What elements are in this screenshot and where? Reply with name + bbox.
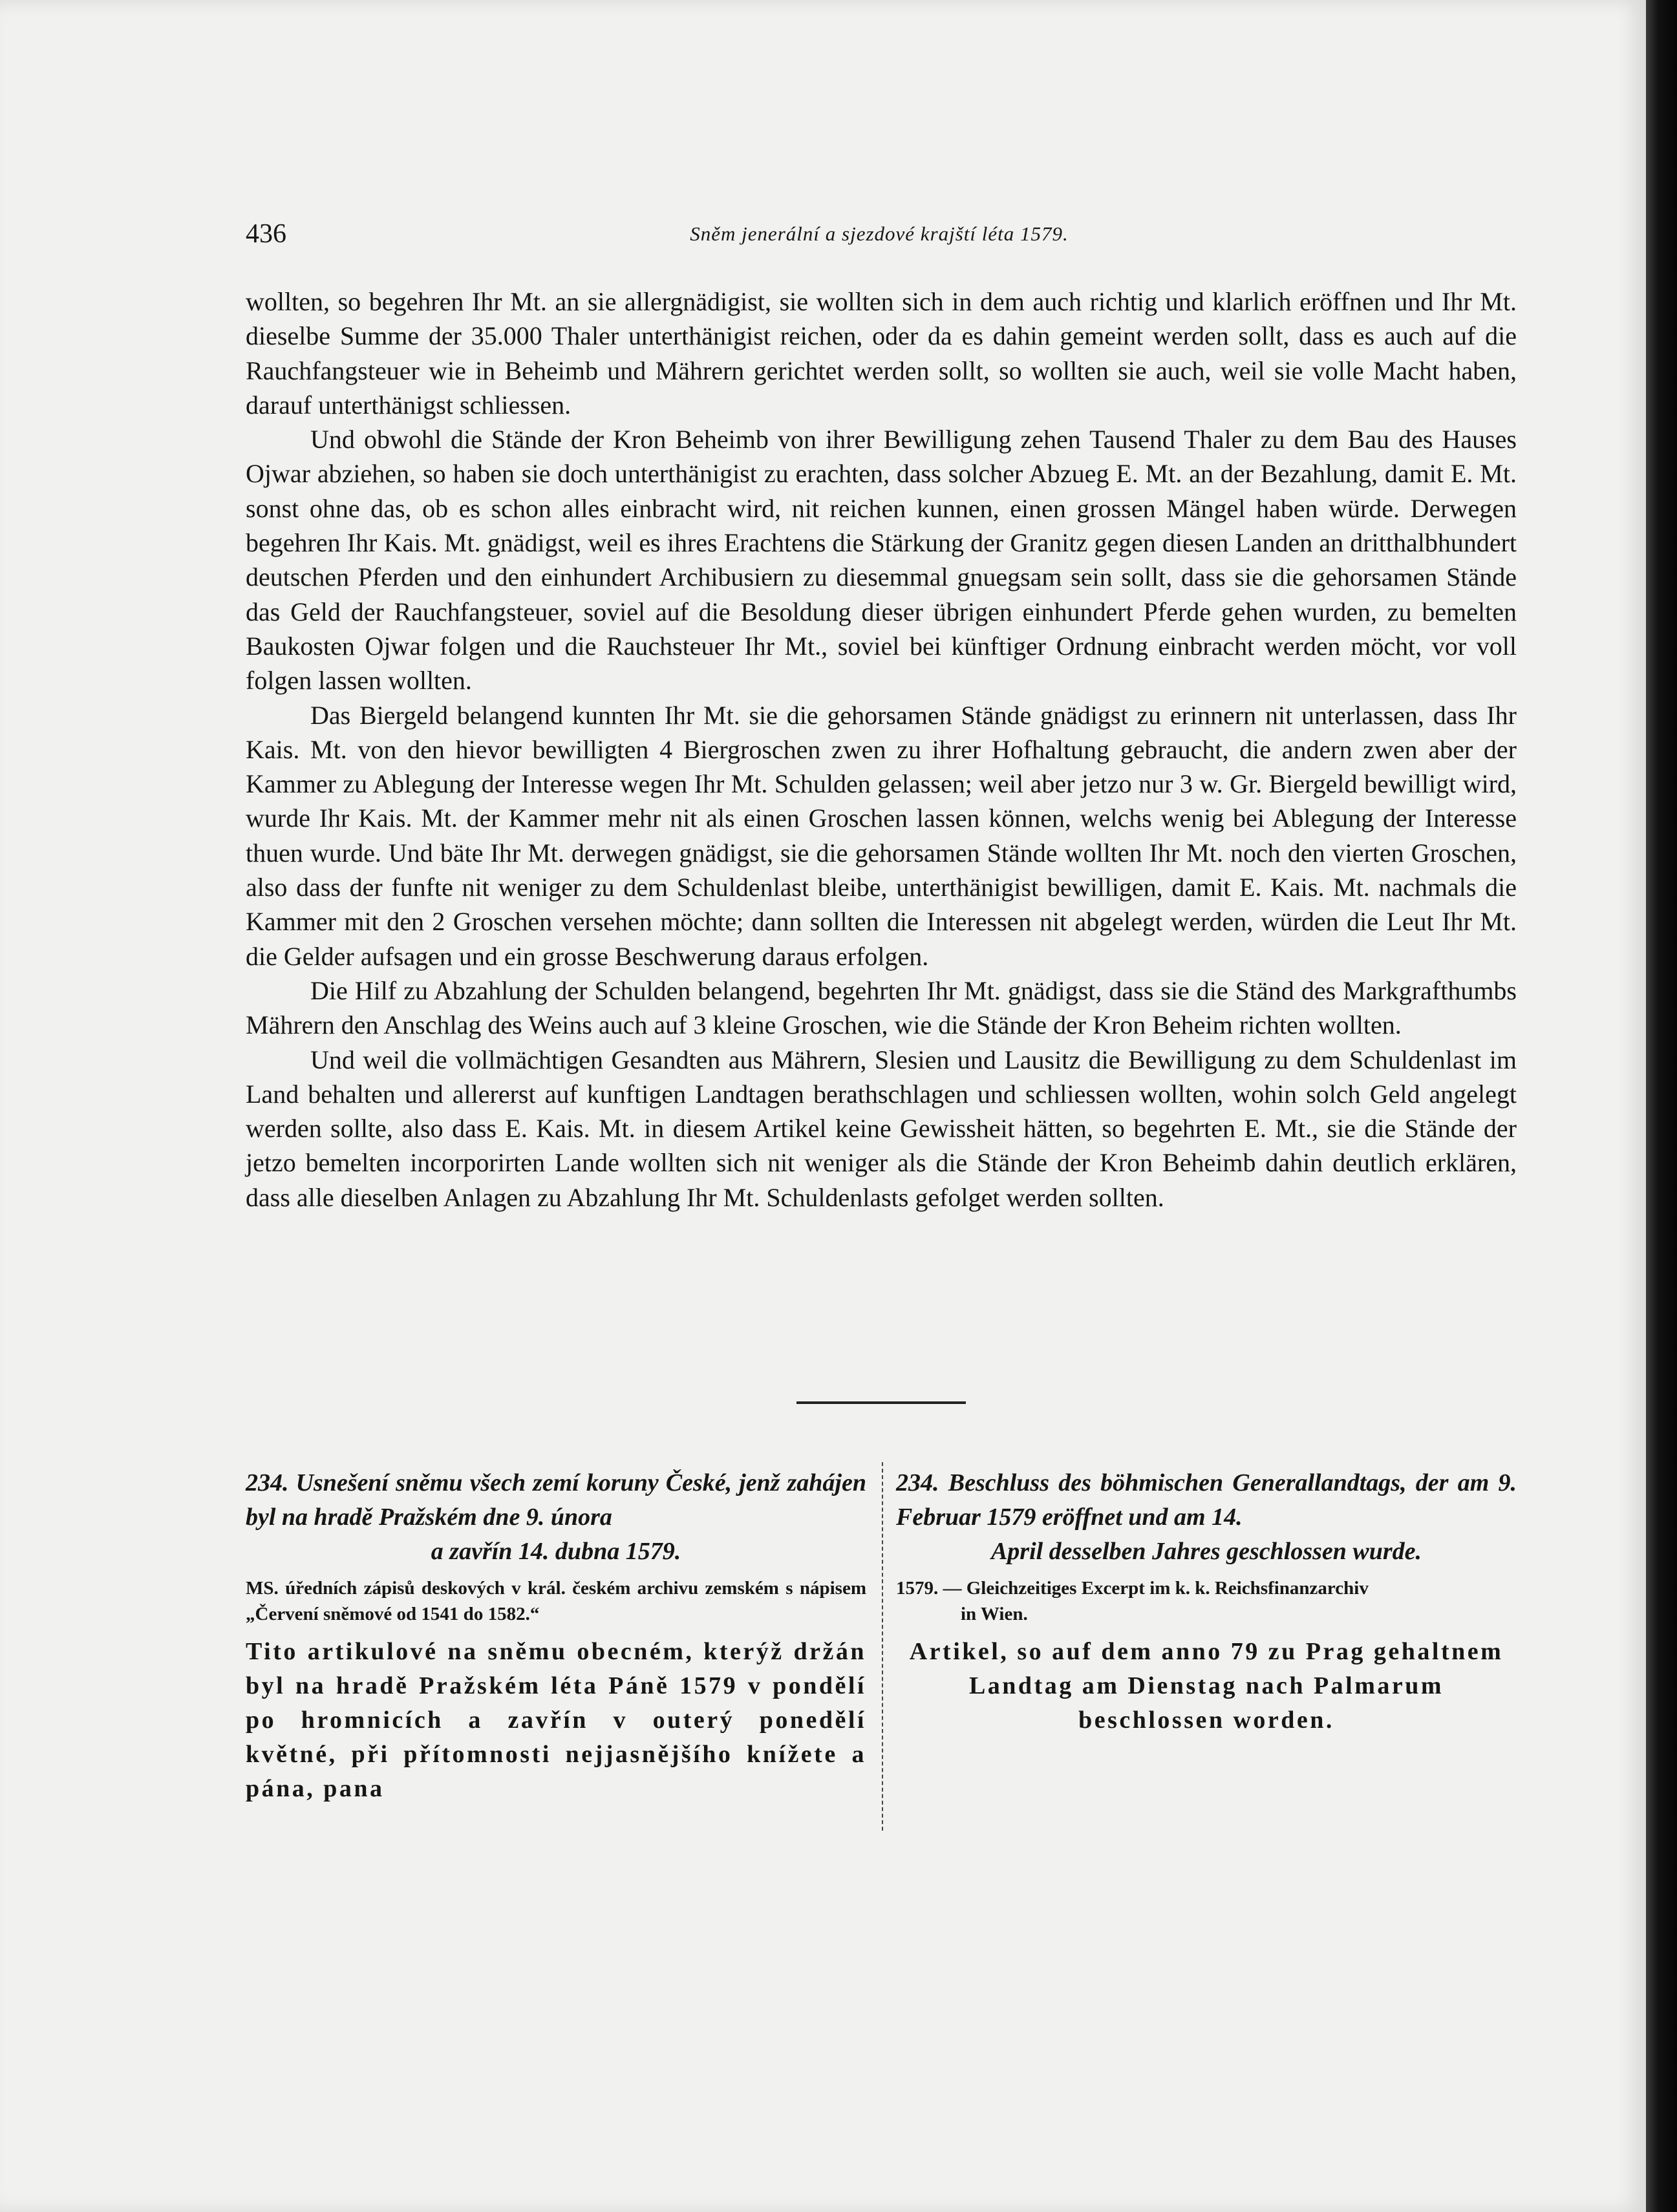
scan-edge xyxy=(1646,0,1677,2212)
german-source-note xyxy=(896,1575,1517,1627)
german-column xyxy=(896,1466,1517,1738)
czech-heading-last-line: a zavřín 14. dubna 1579. xyxy=(431,1538,681,1565)
czech-intro-text: Tito artikulové na sněmu obecném, kterýž držán byl na hradě Pražském léta Páně 1579 v pondělí po hromnicích a zavřín v outerý ponedělí květné, při přítomnosti nejjasnějšího knížete a pána, pana xyxy=(246,1638,866,1802)
main-text xyxy=(246,284,1517,1215)
german-source-line-1: 1579. — Gleichzeitiges Excerpt im k. k. Reichsfinanzarchiv xyxy=(896,1578,1369,1599)
czech-source-note: MS. úředních zápisů deskových v král. českém archivu zemském s nápisem „Červení sněmové od 1541 do 1582.“ xyxy=(246,1578,866,1624)
czech-column xyxy=(246,1466,866,1806)
german-heading-last-line: April desselben Jahres geschlossen wurde. xyxy=(990,1538,1422,1565)
paragraph-5: Und weil die vollmächtigen Gesandten aus Mährern, Slesien und Lausitz die Bewilligung zu dem Schuldenlast im Land behalten und allererst auf kunftigen Landtagen berathschlagen und schliessen wollten, wohin solch Geld angelegt werden sollte, also dass E. Kais. Mt. in diesem Artikel keine Gewissheit hätten, so begehrten E. Mt., sie die Stände der jetzo bemelten incorporirten Lande wollten sich nit weniger als die Stände der Kron Beheimb dahin deutlich erklären, dass alle dieselben Anlagen zu Abzahlung Ihr Mt. Schuldenlasts gefolget werden sollten. xyxy=(246,1045,1517,1212)
german-document-heading xyxy=(896,1466,1517,1569)
paragraph-1: wollten, so begehren Ihr Mt. an sie allergnädigist, sie wollten sich in dem auch richtig und klarlich eröffnen und Ihr Mt. dieselbe Summe der 35.000 Thaler unterthänigist reichen, oder da es dahin gemeint werden sollt, dass es auch auf die Rauchfangsteuer wie in Beheimb und Mährern gerichtet werden sollt, so wollten sie auch, weil sie volle Macht haben, darauf unterthänigst schliessen. xyxy=(246,287,1517,420)
paragraph-4: Die Hilf zu Abzahlung der Schulden belangend, begehrten Ihr Mt. gnädigst, dass sie die Ständ des Markgrafthumbs Mährern den Anschlag des Weins auch auf 3 kleine Groschen, wie die Stände der Kron Beheim richten wollten. xyxy=(246,975,1517,1040)
czech-document-heading xyxy=(246,1466,866,1569)
paragraph-2: Und obwohl die Stände der Kron Beheimb von ihrer Bewilligung zehen Tausend Thaler zu dem Bau des Hauses Ojwar abziehen, so haben sie doch unterthänigist zu erachten, dass solcher Abzueg E. Mt. an der Bezahlung, damit E. Mt. sonst ohne das, ob es schon alles einbracht wird, nit reichen kunnen, einen grossen Mängel haben würde. Derwegen begehren Ihr Kais. Mt. gnädigst, weil es ihres Erachtens die Stärkung der Granitz gegen diesen Landen an dritthalbhundert deutschen Pferden und den einhundert Archibusiern zu diesemmal gnuegsam sein sollt, dass sie die gehorsamen Stände das Geld der Rauchfangsteuer, soviel auf die Besoldung dieser übrigen einhundert Pferde gehen wurden, zu bemelten Baukosten Ojwar folgen und die Rauchsteuer Ihr Mt., soviel bei künftiger Ordnung einbracht werden möcht, vor voll folgen lassen wollten. xyxy=(246,425,1517,696)
page-header xyxy=(246,218,1513,257)
section-divider xyxy=(796,1401,966,1404)
czech-heading-text: 234. Usnešení sněmu všech zemí koruny České, jenž zahájen byl na hradě Pražském dne 9. února xyxy=(246,1469,866,1531)
german-intro-text: Artikel, so auf dem anno 79 zu Prag gehaltnem Landtag am Dienstag nach Palmarum beschlossen worden. xyxy=(909,1638,1504,1734)
paragraph-3: Das Biergeld belangend kunnten Ihr Mt. sie die gehorsamen Stände gnädigst zu erinnern nit unterlassen, dass Ihr Kais. Mt. von den hievor bewilligten 4 Biergroschen zwen zu ihrer Hofhaltung gebraucht, die andern zwen aber der Kammer zu Ablegung der Interesse wegen Ihr Mt. Schulden gelassen; weil aber jetzo nur 3 w. Gr. Biergeld bewilligt wird, wurde Ihr Kais. Mt. der Kammer mehr nit als einen Groschen lassen können, welchs wenig bei Ablegung der Interesse thuen wurde. Und bäte Ihr Mt. derwegen gnädigst, sie die gehorsamen Stände wollten Ihr Mt. noch den vierten Groschen, also dass der funfte nit weniger zu dem Schuldenlast bleibe, unterthänigist bewilligen, damit E. Kais. Mt. nachmals die Kammer mit den 2 Groschen versehen möchte; dann sollten die Interessen nit abgelegt werden, würden die Leut Ihr Mt. die Gelder aufsagen und ein grosse Beschwerung daraus erfolgen. xyxy=(246,700,1517,971)
german-heading-text: 234. Beschluss des böhmischen Generallandtags, der am 9. Februar 1579 eröffnet und am 14. xyxy=(896,1469,1517,1531)
column-divider xyxy=(882,1462,883,1831)
page-number: 436 xyxy=(246,219,286,249)
german-source-line-2: in Wien. xyxy=(961,1604,1028,1624)
running-title: Sněm jenerální a sjezdové krajští léta 1579. xyxy=(690,222,1069,245)
